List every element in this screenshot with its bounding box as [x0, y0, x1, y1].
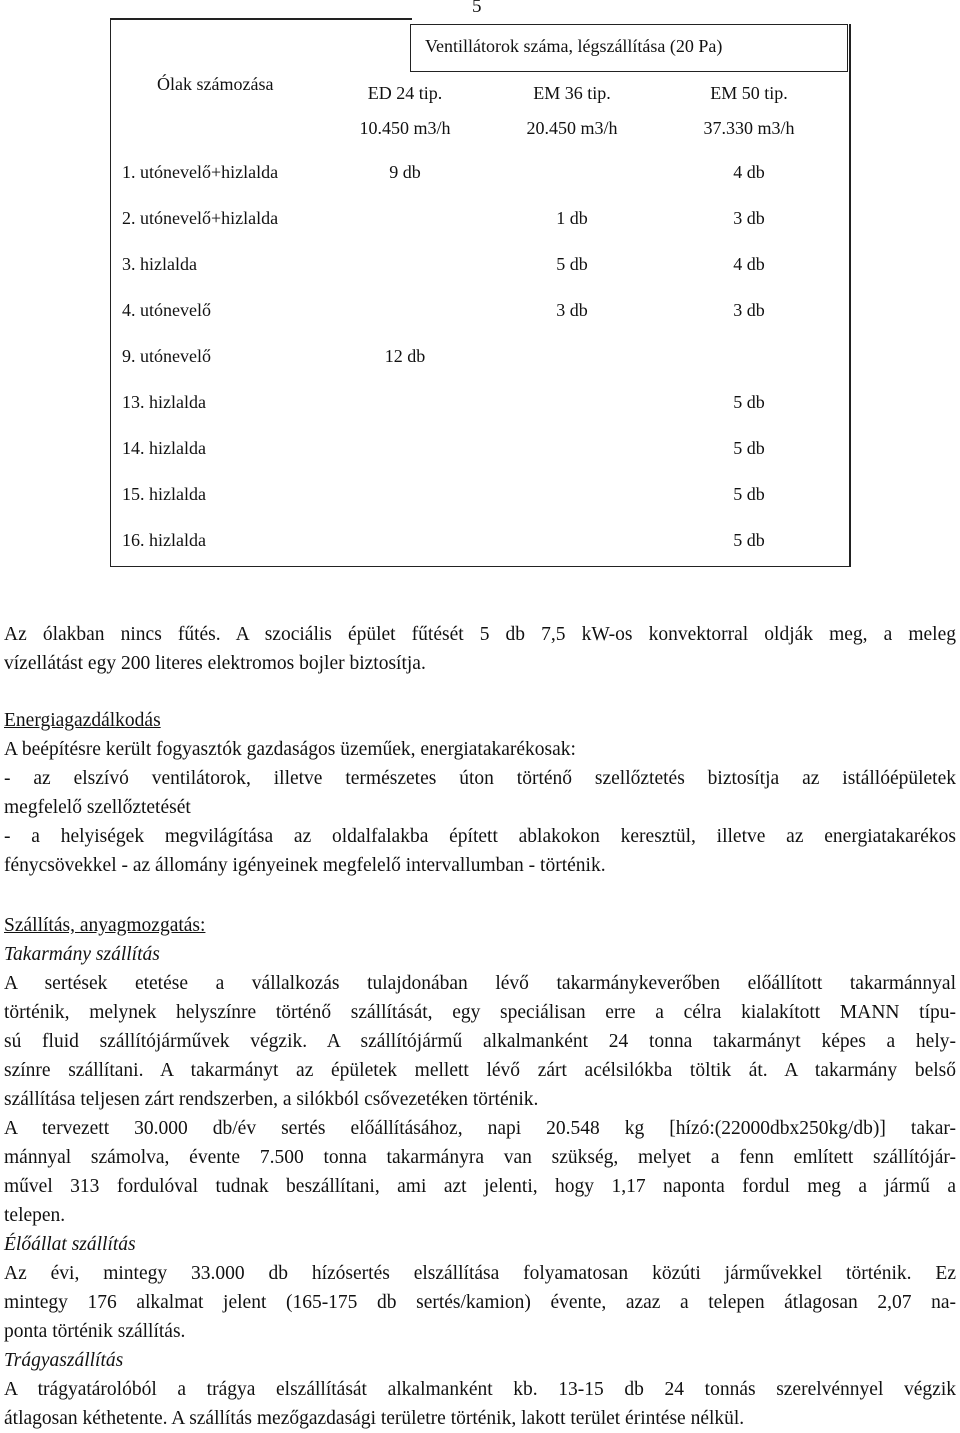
subsection-heading: Élőállat szállítás	[4, 1234, 136, 1255]
paragraph-line: mintegy 176 alkalmat jelent (165-175 db sertés/kamion) évente, azaz a telepen átlagosan 2,07 na-	[4, 1292, 956, 1313]
paragraph-line: fénycsövekkel - az állomány igényeinek megfelelő intervallumban - történik.	[4, 855, 606, 876]
page-number: 5	[472, 0, 482, 17]
column-header-type: EM 50 tip.	[710, 83, 788, 103]
cell-em50: 5 db	[733, 392, 765, 412]
row-label: 2. utónevelő+hizlalda	[122, 208, 279, 228]
paragraph-line: művel 313 fordulóval tudnak beszállítani, ami azt jelenti, hogy 1,17 naponta fordul meg a jármű a	[4, 1176, 956, 1197]
cell-em50: 5 db	[733, 438, 765, 458]
paragraph-line: mánnyal számolva, évente 7.500 tonna takarmányra van szükség, melyet a fenn említett szállítójár-	[4, 1147, 956, 1168]
column-header-type: EM 36 tip.	[533, 83, 611, 103]
subsection-heading: Takarmány szállítás	[4, 944, 160, 965]
table-top-border	[111, 18, 412, 20]
table-right-border	[849, 24, 851, 566]
column-header-flow: 10.450 m3/h	[359, 118, 451, 138]
row-label: 15. hizlalda	[122, 484, 206, 504]
paragraph-line: A beépítésre került fogyasztók gazdaságos üzeműek, energiatakarékosak:	[4, 739, 576, 760]
row-label: 3. hizlalda	[122, 254, 197, 274]
row-label: 13. hizlalda	[122, 392, 206, 412]
cell-em50: 5 db	[733, 530, 765, 550]
cell-em50: 5 db	[733, 484, 765, 504]
paragraph-line: Az évi, mintegy 33.000 db hízósertés elszállítása folyamatosan közúti járművekkel történik. Ez	[4, 1263, 956, 1284]
paragraph-line: átlagosan kéthetente. A szállítás mezőgazdasági területre történik, lakott terület érintése nélkül.	[4, 1408, 745, 1429]
paragraph-line: telepen.	[4, 1205, 66, 1226]
paragraph-line: színre szállítani. A takarmányt az épületek mellett lévő zárt acélsilókba töltik át. A takarmány belső	[4, 1060, 956, 1081]
paragraph-line: szállítása teljesen zárt rendszerben, a silókból csővezetéken történik.	[4, 1089, 539, 1110]
column-header-flow: 20.450 m3/h	[526, 118, 618, 138]
paragraph-line: - a helyiségek megvilágítása az oldalfalakba épített ablakokon keresztül, illetve az energiatakarékos	[4, 826, 956, 847]
paragraph-line: ponta történik szállítás.	[4, 1321, 186, 1342]
cell-em36: 3 db	[556, 300, 588, 320]
column-header-flow: 37.330 m3/h	[703, 118, 795, 138]
energy-section	[4, 706, 956, 880]
heating-paragraph	[4, 620, 956, 678]
table-group-header: Ventillátorok száma, légszállítása (20 Pa)	[425, 36, 723, 56]
cell-em50: 3 db	[733, 208, 765, 228]
transport-section	[4, 911, 956, 1433]
paragraph-line: - az elszívó ventilátorok, illetve természetes úton történő szellőztetés biztosítja az istállóépületek	[4, 768, 956, 789]
row-label: 4. utónevelő	[122, 300, 211, 320]
paragraph-line: Az ólakban nincs fűtés. A szociális épület fűtését 5 db 7,5 kW-os konvektorral oldják meg, a meleg	[4, 624, 956, 645]
section-heading: Energiagazdálkodás	[4, 710, 161, 731]
paragraph-line: sú fluid szállítójárművek végzik. A szállítójármű alkalmanként 24 tonna takarmányt képes a hely-	[4, 1031, 956, 1052]
paragraph-line: A sertések etetése a vállalkozás tulajdonában lévő takarmánykeverőben előállított takarmánnyal	[4, 973, 956, 994]
paragraph-line: történik, melynek helyszínre történő szállítását, egy speciálisan erre a célra kialakított MANN típu-	[4, 1002, 956, 1023]
cell-em50: 3 db	[733, 300, 765, 320]
paragraph-line: A trágyatárolóból a trágya elszállítását alkalmanként kb. 13-15 db 24 tonnás szerelvénnyel végzik	[4, 1379, 956, 1400]
cell-ed24: 12 db	[384, 346, 426, 366]
section-heading: Szállítás, anyagmozgatás:	[4, 915, 206, 936]
column-header-type: ED 24 tip.	[367, 83, 443, 103]
cell-em50: 4 db	[733, 162, 765, 182]
paragraph-line: vízellátást egy 200 literes elektromos bojler biztosítja.	[4, 653, 426, 674]
paragraph-line: megfelelő szellőztetését	[4, 797, 191, 818]
cell-ed24: 9 db	[389, 162, 421, 182]
cell-em36: 5 db	[556, 254, 588, 274]
paragraph-line: A tervezett 30.000 db/év sertés előállításához, napi 20.548 kg [hízó:(22000dbx250kg/db)] takar-	[4, 1118, 956, 1139]
cell-em36: 1 db	[556, 208, 588, 228]
table-row-header: Ólak számozása	[157, 74, 274, 94]
subsection-heading: Trágyaszállítás	[4, 1350, 124, 1371]
row-label: 16. hizlalda	[122, 530, 206, 550]
row-label: 1. utónevelő+hizlalda	[122, 162, 279, 182]
cell-em50: 4 db	[733, 254, 765, 274]
row-label: 14. hizlalda	[122, 438, 206, 458]
row-label: 9. utónevelő	[122, 346, 211, 366]
